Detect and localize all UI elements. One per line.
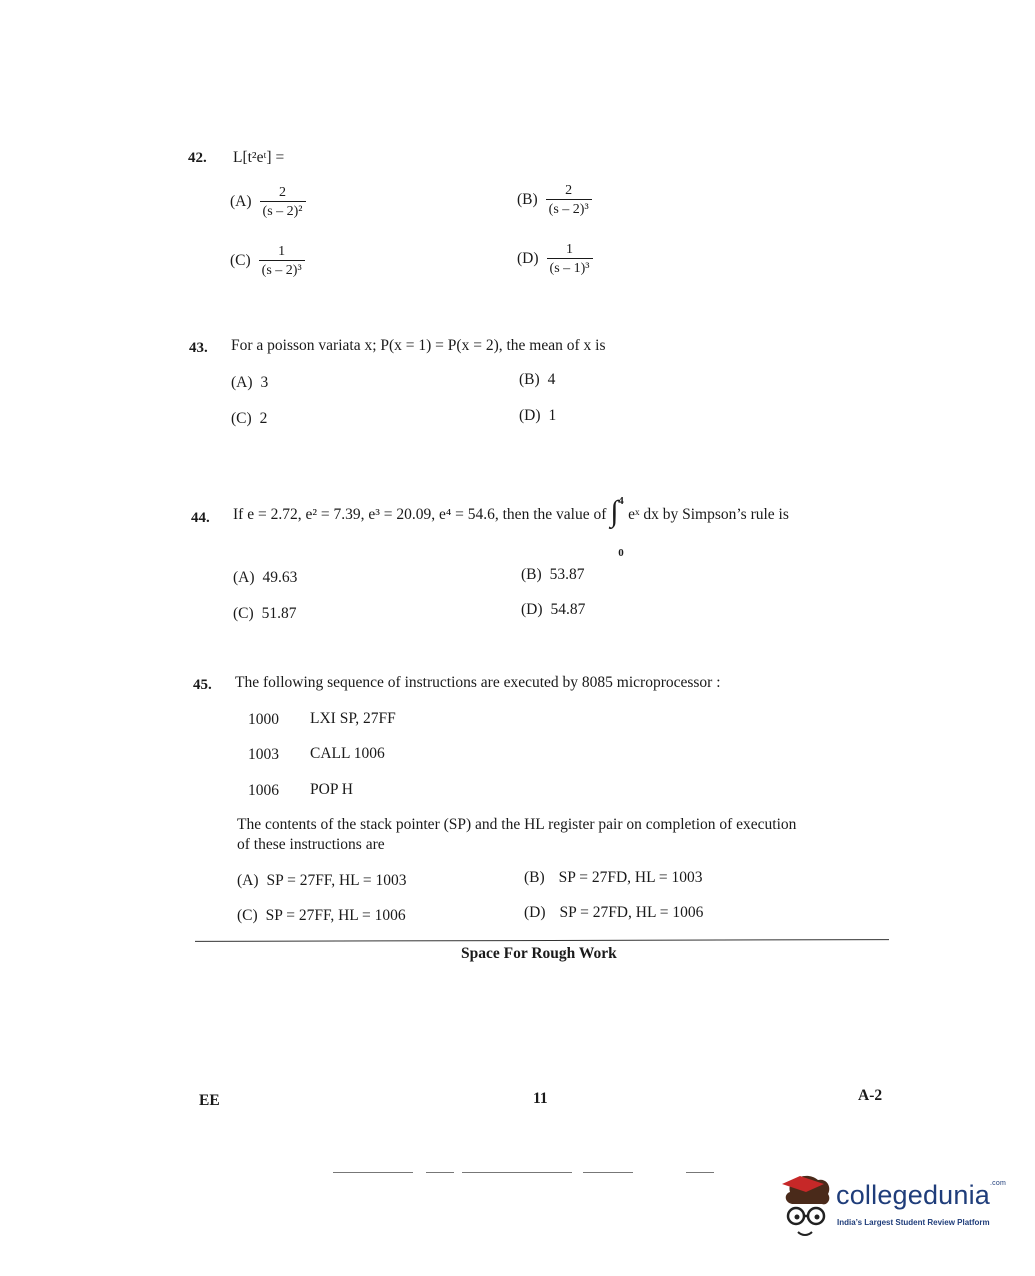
rough-work-heading: Space For Rough Work — [461, 945, 617, 962]
q43-option-c-value: 2 — [259, 410, 268, 427]
integral-upper-limit: 4 — [618, 495, 624, 508]
q43-option-b-label: (B) — [519, 371, 540, 389]
q42-option-b-numerator: 2 — [565, 183, 573, 198]
footer-page-number: 11 — [533, 1090, 548, 1107]
faint-line — [333, 1172, 413, 1173]
q42-option-b-denominator: (s – 2)³ — [546, 199, 592, 218]
q45-option-b-label: (B) — [524, 869, 545, 887]
q45-option-d-value: SP = 27FD, HL = 1006 — [559, 904, 704, 921]
q44-option-d — [521, 601, 585, 619]
q42-option-a — [230, 184, 306, 220]
q43-option-d-value: 1 — [548, 407, 557, 424]
question-43-number: 43. — [189, 340, 208, 356]
code-line-3-address: 1006 — [248, 782, 279, 799]
question-42-number: 42. — [188, 150, 207, 166]
q45-option-c-value: SP = 27FF, HL = 1006 — [265, 907, 406, 924]
integral-lower-limit: 0 — [618, 547, 624, 560]
q43-option-c-label: (C) — [231, 410, 252, 428]
q43-option-a-label: (A) — [231, 374, 253, 392]
q45-option-b — [524, 869, 702, 887]
q44-option-d-value: 54.87 — [550, 601, 586, 618]
q43-option-d-label: (D) — [519, 407, 541, 425]
q44-option-c-value: 51.87 — [261, 605, 297, 622]
q44-option-b — [521, 566, 585, 584]
question-45-stem: The following sequence of instructions are executed by 8085 microprocessor : — [235, 674, 721, 691]
q43-option-a-value: 3 — [260, 374, 269, 391]
q44-option-b-label: (B) — [521, 566, 542, 584]
faint-line — [462, 1172, 572, 1173]
q45-option-d-label: (D) — [524, 904, 546, 922]
q42-option-a-denominator: (s – 2)² — [260, 201, 306, 220]
q42-option-d-numerator: 1 — [566, 242, 574, 257]
q43-option-b — [519, 371, 555, 389]
question-44-number: 44. — [191, 510, 210, 526]
code-line-2-instruction: CALL 1006 — [310, 745, 385, 762]
integral-symbol — [610, 495, 624, 560]
question-45-number: 45. — [193, 677, 212, 693]
q43-option-a — [231, 374, 268, 392]
logo-tagline: India’s Largest Student Review Platform — [837, 1218, 990, 1227]
q45-option-a-label: (A) — [237, 872, 259, 890]
q42-option-c-fraction — [259, 243, 305, 279]
question-44-stem — [233, 493, 789, 560]
q42-option-c — [230, 243, 305, 279]
code-line-3-instruction: POP H — [310, 781, 353, 798]
q42-option-c-label: (C) — [230, 252, 251, 269]
q42-option-d-denominator: (s – 1)³ — [547, 258, 593, 277]
q45-option-a — [237, 872, 407, 890]
q45-option-b-value: SP = 27FD, HL = 1003 — [558, 869, 703, 886]
q42-option-c-numerator: 1 — [278, 244, 286, 259]
q42-option-b-fraction — [546, 182, 592, 218]
q45-option-c — [237, 907, 406, 925]
q44-option-d-label: (D) — [521, 601, 543, 619]
footer-booklet-series: A-2 — [858, 1087, 883, 1104]
faint-line — [686, 1172, 714, 1173]
faint-line — [583, 1172, 633, 1173]
collegedunia-logo[interactable] — [776, 1172, 1006, 1242]
code-line-1-instruction: LXI SP, 27FF — [310, 710, 396, 727]
q45-option-d — [524, 904, 703, 922]
code-line-1-address: 1000 — [248, 711, 279, 728]
code-line-2-address: 1003 — [248, 746, 279, 763]
q44-option-a-value: 49.63 — [262, 569, 298, 586]
q43-option-c — [231, 410, 267, 428]
q44-option-c — [233, 605, 297, 623]
q42-option-d-fraction — [547, 241, 593, 277]
question-42-stem: L[t²eᵗ] = — [233, 149, 285, 166]
q44-option-b-value: 53.87 — [549, 566, 585, 583]
q44-option-a-label: (A) — [233, 569, 255, 587]
rough-work-divider — [195, 939, 889, 942]
question-44-stem-pre: If e = 2.72, e² = 7.39, e³ = 20.09, e⁴ = 54.6, then the value of — [233, 506, 607, 523]
q45-option-c-label: (C) — [237, 907, 258, 925]
mascot-icon — [776, 1172, 838, 1238]
question-43-stem: For a poisson variata x; P(x = 1) = P(x = 2), the mean of x is — [231, 337, 606, 354]
q44-option-c-label: (C) — [233, 605, 254, 623]
q42-option-a-fraction — [260, 184, 306, 220]
q42-option-a-numerator: 2 — [279, 185, 287, 200]
logo-wordmark: collegedunia — [836, 1180, 991, 1210]
footer-subject-code: EE — [199, 1092, 220, 1109]
q42-option-d — [517, 241, 593, 277]
q44-option-a — [233, 569, 297, 587]
q45-option-a-value: SP = 27FF, HL = 1003 — [266, 872, 407, 889]
question-45-stem2-line2: of these instructions are — [237, 836, 385, 853]
question-45-stem2-line1: The contents of the stack pointer (SP) and the HL register pair on completion of execution — [237, 816, 797, 833]
q43-option-b-value: 4 — [547, 371, 556, 388]
q42-option-a-label: (A) — [230, 193, 252, 210]
q43-option-d — [519, 407, 556, 425]
question-44-stem-post: eˣ dx by Simpson’s rule is — [628, 506, 789, 523]
q42-option-c-denominator: (s – 2)³ — [259, 260, 305, 279]
integral-sign: ∫ — [610, 495, 619, 529]
q42-option-b-label: (B) — [517, 191, 538, 208]
q42-option-d-label: (D) — [517, 250, 539, 267]
faint-line — [426, 1172, 454, 1173]
q42-option-b — [517, 182, 592, 218]
logo-domain-suffix: .com — [990, 1180, 1007, 1187]
